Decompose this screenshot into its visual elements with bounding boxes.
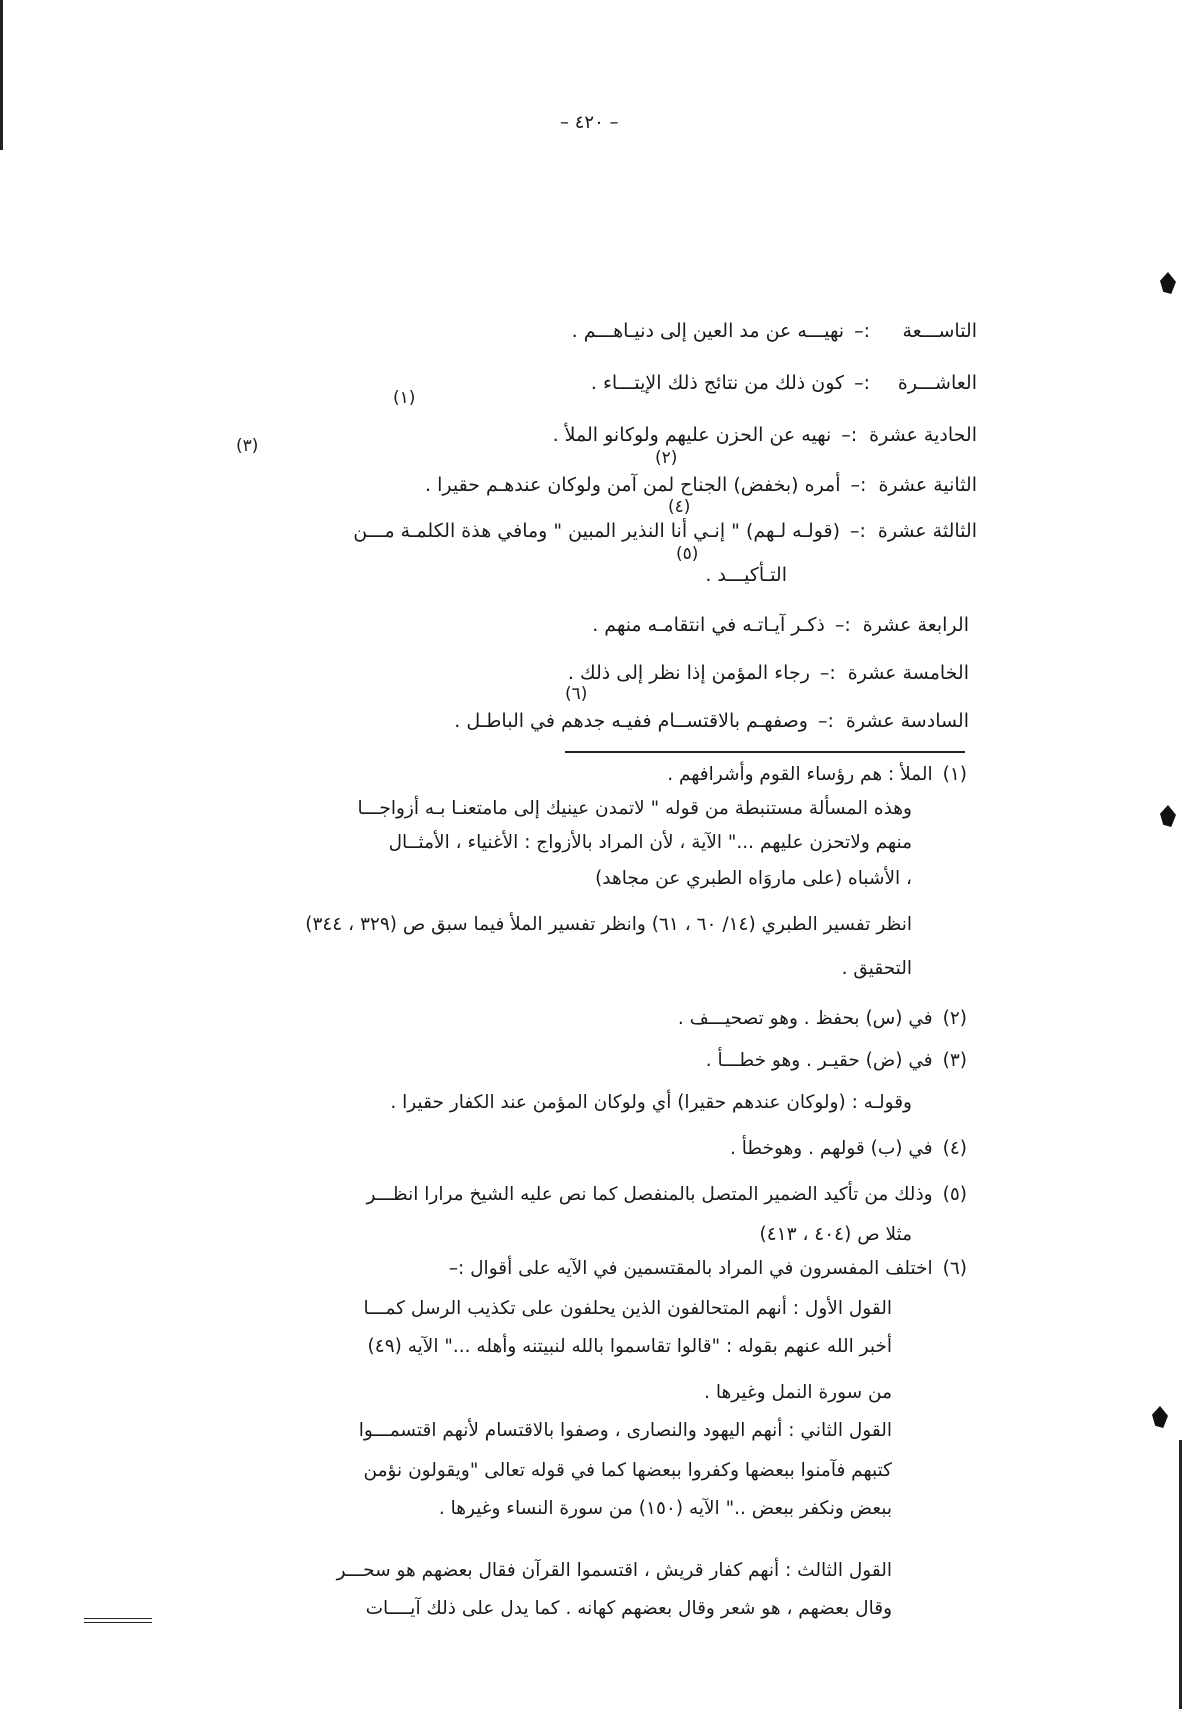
point-line: الرابعة عشرة:–ذكـر آيـاتـه في انتقامـه منهم . [592,614,969,636]
footnote-marker: (٢) [655,448,678,468]
footnote-line: ببعض ونكفر ببعض .." الآيه (١٥٠) من سورة النساء وغيرها . [438,1498,892,1519]
footnote-line: التحقيق . [841,958,912,979]
footnote-line: (١)الملأ : هم رؤساء القوم وأشرافهم . [667,764,967,785]
footnote-line: (٦)اختلف المفسرون في المراد بالمقتسمين في الآيه على أقوال :– [448,1258,967,1279]
footnote-marker: (١) [393,388,416,408]
footnote-line: كتبهم فآمنوا ببعضها وكفروا ببعضها كما في قوله تعالى "ويقولون نؤمن [363,1460,892,1481]
punch-hole-mark [1160,272,1176,294]
punch-hole-mark [1152,1406,1168,1428]
continuation-rule [84,1618,152,1619]
continuation-rule [84,1622,152,1623]
point-line: السادسة عشرة:–وصفهـم بالاقتســام ففيـه جدهم في الباطـل . [454,710,969,732]
footnote-line: وقال بعضهم ، هو شعر وقال بعضهم كهانه . كما يدل على ذلك آيــــات [365,1598,892,1619]
footnote-line: القول الثالث : أنهم كفار قريش ، اقتسموا القرآن فقال بعضهم هو سحـــر [336,1560,892,1581]
scan-left-edge [0,0,3,150]
footnote-line: (٤)في (ب) قولهم . وهوخطأ . [729,1138,967,1159]
point-line: العاشـــرة:–كون ذلك من نتائج ذلك الإيتـــاء . [590,372,977,394]
point-line: الحادية عشرة:–نهيه عن الحزن عليهم ولوكانو الملأ . [552,424,977,446]
footnote-line: منهم ولاتحزن عليهم ..." الآية ، لأن المراد بالأزواج : الأغنياء ، الأمثــال [388,832,912,853]
footnote-line: مثلا ص (٤٠٤ ، ٤١٣) [759,1224,912,1245]
point-line: الثانية عشرة:–أمره (بخفض) الجناح لمن آمن ولوكان عندهـم حقيرا . [425,474,977,496]
footnote-line: أخبر الله عنهم بقوله : "قالوا تقاسموا بالله لنبيتنه وأهله ..." الآيه (٤٩) [367,1336,892,1357]
point-line: التاســـعة:–نهيـــه عن مد العين إلى دنيـاهـــم . [571,320,977,342]
footnote-line: (٣)في (ض) حقيـر . وهو خطـــأ . [705,1050,967,1071]
punch-hole-mark [1160,805,1176,827]
point-line-continued: التـأكيـــد . [705,564,787,586]
point-line: الخامسة عشرة:–رجاء المؤمن إذا نظر إلى ذلك . [567,662,969,684]
footnote-line: القول الثاني : أنهم اليهود والنصارى ، وصفوا بالاقتسام لأنهم اقتسمـــوا [358,1420,892,1441]
footnote-line: ، الأشباه (على ماروَاه الطبري عن مجاهد) [595,868,912,889]
point-line: الثالثة عشرة:–(قولـه لـهم) " إنـي أنا النذير المبين " ومافي هذة الكلمـة مـــن [353,520,977,542]
footnote-marker: (٣) [236,436,259,456]
footnote-marker: (٥) [676,544,699,564]
footnote-line: (٢)في (س) بحفظ . وهو تصحيـــف . [677,1008,967,1029]
page-number: – ٤٢٠ – [560,112,619,133]
footnote-line: (٥)وذلك من تأكيد الضمير المتصل بالمنفصل كما نص عليه الشيخ مرارا انظـــر [366,1184,967,1205]
footnote-line: وهذه المسألة مستنبطة من قوله " لاتمدن عينيك إلى مامتعنـا بـه أزواجـــا [357,798,912,819]
footnote-line: من سورة النمل وغيرها . [704,1382,892,1403]
footnote-line: انظر تفسير الطبري (١٤/ ٦٠ ، ٦١) وانظر تفسير الملأ فيما سبق ص (٣٢٩ ، ٣٤٤) [305,914,912,935]
footnote-marker: (٦) [565,684,588,704]
footnote-line: وقولـه : (ولوكان عندهم حقيرا) أي ولوكان المؤمن عند الكفار حقيرا . [390,1092,912,1113]
footnote-line: القول الأول : أنهم المتحالفون الذين يحلفون على تكذيب الرسل كمـــا [363,1298,892,1319]
footnote-separator [565,751,965,753]
footnote-marker: (٤) [668,497,691,517]
